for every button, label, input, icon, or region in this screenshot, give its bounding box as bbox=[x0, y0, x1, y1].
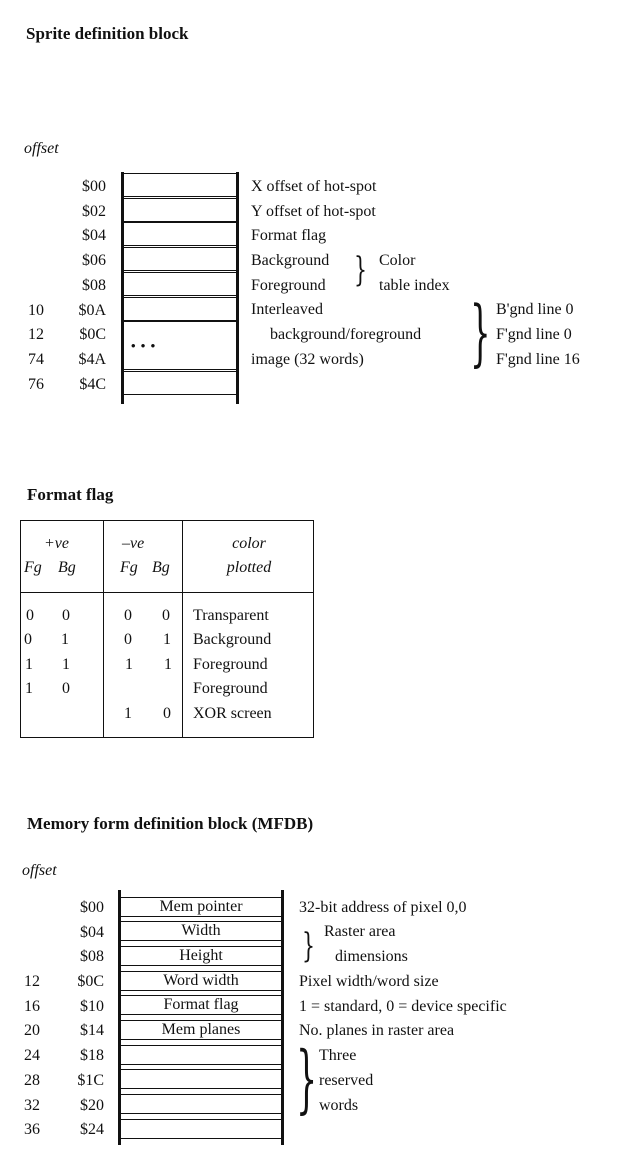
color-note-line: table index bbox=[379, 277, 450, 294]
sprite-offset-label: offset bbox=[24, 140, 59, 157]
gnd-note-line: B'gnd line 0 bbox=[496, 301, 574, 318]
sprite-desc: Interleaved bbox=[251, 301, 323, 318]
mfdb-dec-offset: 20 bbox=[24, 1022, 40, 1039]
sprite-desc: background/foreground bbox=[270, 326, 422, 343]
cell-pos-bg: 1 bbox=[62, 656, 70, 673]
mfdb-note: 32-bit address of pixel 0,0 bbox=[299, 899, 467, 916]
sprite-word-cell bbox=[122, 247, 238, 271]
header-bg: Bg bbox=[58, 559, 76, 576]
mfdb-hex-offset: $00 bbox=[80, 899, 104, 916]
mfdb-hex-offset: $10 bbox=[80, 998, 104, 1015]
mfdb-note: dimensions bbox=[335, 948, 408, 965]
cell-color: Foreground bbox=[193, 680, 268, 697]
mfdb-note: Pixel width/word size bbox=[299, 973, 439, 990]
cell-neg-bg: 1 bbox=[164, 656, 172, 673]
sprite-desc: X offset of hot-spot bbox=[251, 178, 377, 195]
mfdb-field-cell: Format flag bbox=[120, 995, 282, 1015]
cell-color: Transparent bbox=[193, 607, 269, 624]
header-bg: Bg bbox=[152, 559, 170, 576]
gnd-note-line: F'gnd line 16 bbox=[496, 351, 580, 368]
reserved-brace: } bbox=[296, 1036, 318, 1122]
cell-neg-bg: 1 bbox=[163, 631, 171, 648]
cell-color: Background bbox=[193, 631, 272, 648]
sprite-word-cell bbox=[122, 371, 238, 395]
cell-pos-fg: 1 bbox=[25, 656, 33, 673]
sprite-hex-offset: $0C bbox=[79, 326, 106, 343]
mfdb-hex-offset: $14 bbox=[80, 1022, 104, 1039]
mfdb-dec-offset: 24 bbox=[24, 1047, 40, 1064]
mfdb-dec-offset: 36 bbox=[24, 1121, 40, 1138]
mfdb-section-title: Memory form definition block (MFDB) bbox=[27, 814, 314, 833]
mfdb-hex-offset: $0C bbox=[77, 973, 104, 990]
cell-pos-fg: 1 bbox=[25, 680, 33, 697]
mfdb-field-cell bbox=[120, 1119, 282, 1139]
cell-pos-bg: 0 bbox=[62, 607, 70, 624]
mfdb-note: Raster area bbox=[324, 923, 396, 940]
mfdb-hex-offset: $20 bbox=[80, 1097, 104, 1114]
mfdb-hex-offset: $1C bbox=[77, 1072, 104, 1089]
sprite-hex-offset: $4A bbox=[78, 351, 106, 368]
table-bottom-rule bbox=[20, 737, 314, 738]
mfdb-note: No. planes in raster area bbox=[299, 1022, 455, 1039]
color-note-line: Color bbox=[379, 252, 416, 269]
sprite-hex-offset: $08 bbox=[82, 277, 106, 294]
cell-neg-fg: 1 bbox=[125, 656, 133, 673]
sprite-desc: Y offset of hot-spot bbox=[251, 203, 376, 220]
header-fg: Fg bbox=[120, 559, 138, 576]
cell-neg-bg: 0 bbox=[162, 607, 170, 624]
sprite-hex-offset: $06 bbox=[82, 252, 106, 269]
mfdb-field-cell: Word width bbox=[120, 971, 282, 991]
mfdb-field-cell bbox=[120, 1094, 282, 1114]
sprite-word-cell bbox=[122, 198, 238, 222]
table-top-rule bbox=[20, 520, 314, 521]
sprite-hex-offset: $0A bbox=[78, 302, 106, 319]
cell-neg-fg: 1 bbox=[124, 705, 132, 722]
mfdb-field-cell: Mem planes bbox=[120, 1020, 282, 1040]
mfdb-field-cell: Width bbox=[120, 921, 282, 941]
mfdb-field-cell bbox=[120, 1069, 282, 1089]
cell-neg-fg: 0 bbox=[124, 607, 132, 624]
color-brace: } bbox=[354, 250, 367, 290]
sprite-desc: image (32 words) bbox=[251, 351, 364, 368]
header-plotted: plotted bbox=[226, 559, 272, 576]
cell-neg-fg: 0 bbox=[124, 631, 132, 648]
sprite-desc: Format flag bbox=[251, 227, 327, 244]
sprite-dec-offset: 12 bbox=[28, 326, 44, 343]
reserved-note-line: reserved bbox=[319, 1072, 374, 1089]
sprite-hex-offset: $00 bbox=[82, 178, 106, 195]
mfdb-dec-offset: 16 bbox=[24, 998, 40, 1015]
cell-color: XOR screen bbox=[193, 705, 272, 722]
table-color-rule bbox=[182, 520, 183, 737]
sprite-word-cell bbox=[122, 173, 238, 197]
header-color: color bbox=[232, 535, 266, 552]
mfdb-dec-offset: 32 bbox=[24, 1097, 40, 1114]
sprite-word-cell bbox=[122, 297, 238, 321]
header-fg: Fg bbox=[24, 559, 42, 576]
header-positive: +ve bbox=[44, 535, 69, 552]
sprite-word-cell bbox=[122, 222, 238, 246]
sprite-dec-offset: 10 bbox=[28, 302, 44, 319]
mfdb-hex-offset: $08 bbox=[80, 948, 104, 965]
cell-pos-fg: 0 bbox=[24, 631, 32, 648]
mfdb-hex-offset: $18 bbox=[80, 1047, 104, 1064]
gnd-note-line: F'gnd line 0 bbox=[496, 326, 572, 343]
mfdb-hex-offset: $24 bbox=[80, 1121, 104, 1138]
sprite-word-cell bbox=[122, 272, 238, 296]
format-section-title: Format flag bbox=[27, 485, 114, 504]
mfdb-hex-offset: $04 bbox=[80, 924, 104, 941]
cell-color: Foreground bbox=[193, 656, 268, 673]
table-left-rule bbox=[20, 520, 21, 737]
sprite-desc: Foreground bbox=[251, 277, 326, 294]
gnd-brace: } bbox=[470, 290, 491, 374]
mfdb-field-cell: Mem pointer bbox=[120, 897, 282, 917]
mfdb-note: 1 = standard, 0 = device specific bbox=[299, 998, 507, 1015]
sprite-hex-offset: $02 bbox=[82, 203, 106, 220]
mfdb-dec-offset: 28 bbox=[24, 1072, 40, 1089]
header-negative: –ve bbox=[122, 535, 145, 552]
cell-neg-bg: 0 bbox=[163, 705, 171, 722]
sprite-hex-offset: $04 bbox=[82, 227, 106, 244]
sprite-section-title: Sprite definition block bbox=[26, 24, 189, 43]
cell-pos-fg: 0 bbox=[26, 607, 34, 624]
table-mid-rule bbox=[103, 520, 104, 737]
raster-brace: } bbox=[302, 926, 315, 966]
mfdb-offset-label: offset bbox=[22, 862, 57, 879]
cell-pos-bg: 0 bbox=[62, 680, 70, 697]
sprite-desc: Background bbox=[251, 252, 330, 269]
mfdb-dec-offset: 12 bbox=[24, 973, 40, 990]
mfdb-field-cell bbox=[120, 1045, 282, 1065]
sprite-dec-offset: 76 bbox=[28, 376, 44, 393]
sprite-hex-offset: $4C bbox=[79, 376, 106, 393]
cell-pos-bg: 1 bbox=[61, 631, 69, 648]
mfdb-field-cell: Height bbox=[120, 946, 282, 966]
table-header-rule bbox=[20, 592, 314, 593]
sprite-ellipsis: • • • bbox=[131, 338, 157, 353]
reserved-note-line: words bbox=[319, 1097, 359, 1114]
sprite-dec-offset: 74 bbox=[28, 351, 44, 368]
reserved-note-line: Three bbox=[319, 1047, 357, 1064]
